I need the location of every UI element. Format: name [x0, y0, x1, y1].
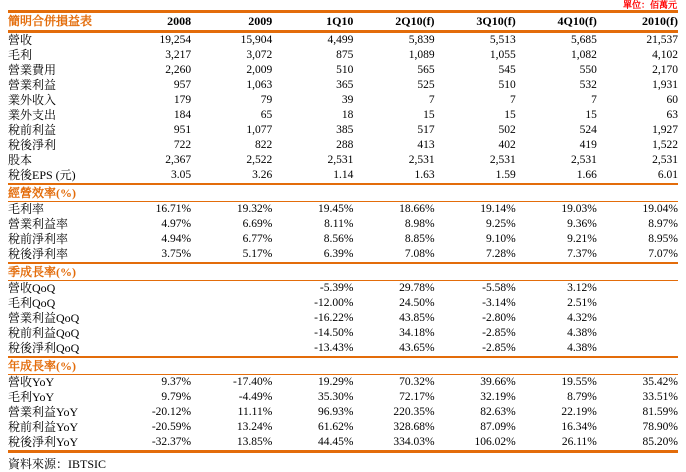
row-label: 毛利QoQ [8, 296, 56, 310]
cell-value: 2,531 [652, 154, 678, 166]
row-label: 營業利益 [8, 78, 57, 92]
table-row [8, 326, 678, 341]
cell-value: 822 [255, 139, 273, 151]
cell-value: 2,531 [408, 154, 435, 166]
cell-value: -5.39% [319, 282, 354, 294]
table-row [8, 405, 678, 420]
cell-value: 517 [417, 124, 435, 136]
row-label: 稅後淨利 [8, 138, 57, 152]
cell-value [191, 296, 272, 311]
section-header-row [8, 263, 678, 281]
cell-value: 334.03% [353, 435, 434, 452]
cell-value: 3.75% [161, 248, 192, 260]
section-header: 年成長率(%) [8, 357, 678, 375]
cell-value: 19.45% [317, 203, 354, 215]
table-row [8, 296, 678, 311]
row-label: 營收QoQ [8, 281, 56, 295]
cell-value: 4.38% [567, 342, 597, 354]
row-label: 稅前利益 [8, 123, 57, 137]
column-header: 2008 [110, 12, 191, 32]
row-label: 業外收入 [8, 93, 57, 107]
cell-value: 1,522 [652, 139, 678, 151]
cell-value [597, 311, 678, 326]
row-label: 營業利益率 [8, 217, 69, 231]
cell-value: 43.65% [399, 342, 435, 354]
cell-value: 35.42% [642, 376, 678, 388]
table-row [8, 217, 678, 232]
table-row [8, 420, 678, 435]
cell-value: -2.85% [482, 327, 516, 339]
cell-value: 419 [579, 139, 597, 151]
cell-value: 3.12% [567, 282, 597, 294]
cell-value: 413 [417, 139, 435, 151]
cell-value: 39 [341, 94, 354, 106]
cell-value: 16.71% [155, 203, 192, 215]
cell-value: 7.37% [567, 248, 597, 260]
cell-value: 44.45% [272, 435, 353, 452]
cell-value: 5,513 [489, 34, 516, 46]
cell-value: -4.49% [238, 391, 273, 403]
cell-value: 328.68% [393, 421, 435, 433]
row-label: 營業利益QoQ [8, 311, 80, 325]
cell-value: 2,367 [165, 154, 192, 166]
cell-value: -3.14% [482, 297, 516, 309]
cell-value: 6.39% [323, 248, 354, 260]
cell-value: 2,531 [489, 154, 516, 166]
cell-value: 65 [260, 109, 273, 121]
cell-value: 1,077 [246, 124, 273, 136]
row-label: 稅後淨利QoQ [8, 341, 80, 355]
cell-value: 63 [666, 109, 678, 121]
cell-value: 7.28% [485, 248, 516, 260]
cell-value: -2.85% [482, 342, 516, 354]
cell-value: 184 [173, 109, 192, 121]
cell-value: 1,063 [246, 79, 273, 91]
cell-value: 85.20% [597, 435, 678, 452]
cell-value: 34.18% [399, 327, 435, 339]
cell-value [597, 341, 678, 357]
cell-value: 2,170 [652, 64, 678, 76]
cell-value: 32.19% [480, 391, 516, 403]
source-label: 資料來源：IBTSIC [8, 457, 107, 471]
row-label: 業外支出 [8, 108, 57, 122]
row-label: 稅後淨利率 [8, 247, 69, 261]
cell-value: 220.35% [393, 406, 435, 418]
row-label: 毛利YoY [8, 390, 55, 404]
cell-value: 26.11% [516, 435, 597, 452]
row-label: 稅前利益QoQ [8, 326, 80, 340]
cell-value: 2.51% [567, 297, 597, 309]
cell-value: 1,055 [489, 49, 516, 61]
cell-value: 8.56% [323, 233, 354, 245]
cell-value: 19.04% [642, 203, 678, 215]
cell-value: 1,927 [652, 124, 678, 136]
cell-value: 4.94% [161, 233, 192, 245]
cell-value: 2,531 [327, 154, 354, 166]
cell-value: 951 [173, 124, 192, 136]
cell-value: 525 [417, 79, 435, 91]
table-row [8, 311, 678, 326]
table-row [8, 281, 678, 297]
cell-value [597, 326, 678, 341]
cell-value [110, 311, 191, 326]
section-header: 季成長率(%) [8, 263, 678, 281]
cell-value: 15 [423, 109, 435, 121]
cell-value: 78.90% [642, 421, 678, 433]
cell-value: 7 [509, 94, 516, 106]
cell-value: 9.79% [161, 391, 192, 403]
cell-value: -14.50% [314, 327, 354, 339]
cell-value [110, 341, 191, 357]
cell-value: 81.59% [642, 406, 678, 418]
cell-value: 3,217 [165, 49, 192, 61]
cell-value: 11.11% [237, 406, 273, 418]
cell-value: 9.25% [485, 218, 516, 230]
cell-value: 875 [336, 49, 354, 61]
cell-value: 19.55% [561, 376, 597, 388]
cell-value: 8.95% [648, 233, 678, 245]
cell-value: 8.85% [404, 233, 435, 245]
column-header: 3Q10(f) [435, 12, 516, 32]
cell-value: -13.43% [314, 342, 354, 354]
cell-value: -17.40% [232, 376, 273, 388]
cell-value [191, 326, 272, 341]
cell-value: 15,904 [240, 34, 273, 46]
cell-value: 2,009 [246, 64, 273, 76]
cell-value: 8.11% [324, 218, 354, 230]
cell-value: 5,839 [408, 34, 435, 46]
cell-value: 33.51% [642, 391, 678, 403]
cell-value: 70.32% [399, 376, 435, 388]
cell-value: 39.66% [480, 376, 516, 388]
table-body [8, 32, 678, 452]
cell-value [110, 326, 191, 341]
cell-value [191, 311, 272, 326]
cell-value: 6.69% [242, 218, 273, 230]
cell-value: 1.14 [333, 169, 354, 181]
cell-value: 8.97% [648, 218, 678, 230]
cell-value: 1,082 [570, 49, 597, 61]
cell-value: 550 [579, 64, 597, 76]
column-header: 1Q10 [272, 12, 353, 32]
cell-value: 87.09% [480, 421, 516, 433]
cell-value: 7.08% [404, 248, 435, 260]
table-row [8, 341, 678, 357]
cell-value: 524 [579, 124, 597, 136]
cell-value: 9.36% [567, 218, 597, 230]
cell-value: 9.37% [161, 376, 192, 388]
cell-value: 18.66% [399, 203, 435, 215]
row-label: 稅後淨利YoY [8, 435, 110, 452]
cell-value: 179 [173, 94, 192, 106]
cell-value: 532 [579, 79, 597, 91]
cell-value: 7 [591, 94, 597, 106]
column-header: 2009 [191, 12, 272, 32]
cell-value: 565 [417, 64, 435, 76]
cell-value: 1,089 [408, 49, 435, 61]
cell-value: 5,685 [570, 34, 597, 46]
table-row [8, 32, 678, 49]
cell-value: 4.38% [567, 327, 597, 339]
section-header-row [8, 357, 678, 375]
cell-value: 19.14% [480, 203, 516, 215]
cell-value: 510 [336, 64, 354, 76]
cell-value: -5.58% [482, 282, 516, 294]
cell-value: -12.00% [314, 297, 354, 309]
cell-value [110, 281, 191, 297]
cell-value: 19.32% [236, 203, 273, 215]
cell-value: 79 [260, 94, 273, 106]
row-label: 稅後EPS (元) [8, 168, 76, 182]
cell-value [191, 281, 272, 297]
cell-value: 19,254 [159, 34, 192, 46]
cell-value: 2,531 [570, 154, 597, 166]
cell-value: 502 [498, 124, 516, 136]
cell-value: 29.78% [399, 282, 435, 294]
cell-value: 957 [173, 79, 192, 91]
cell-value: 1.66 [576, 169, 597, 181]
cell-value: 288 [336, 139, 354, 151]
row-label: 毛利率 [8, 202, 45, 216]
cell-value: -20.12% [151, 406, 192, 418]
column-header: 2010(f) [597, 12, 678, 32]
table-row [8, 153, 678, 168]
cell-value: 9.10% [485, 233, 516, 245]
column-header: 4Q10(f) [516, 12, 597, 32]
cell-value: 3,072 [246, 49, 273, 61]
cell-value: -32.37% [110, 435, 191, 452]
cell-value: 60 [666, 94, 678, 106]
table-row [8, 375, 678, 391]
row-label: 股本 [8, 153, 33, 167]
cell-value: 82.63% [480, 406, 516, 418]
row-label: 稅前淨利率 [8, 232, 69, 246]
unit-label: 單位：佰萬元 [622, 0, 677, 10]
cell-value [597, 281, 678, 297]
cell-value [110, 296, 191, 311]
table-row [8, 232, 678, 247]
financial-table [8, 10, 678, 453]
header-row [8, 12, 678, 32]
cell-value: 6.77% [242, 233, 273, 245]
cell-value: 19.03% [561, 203, 597, 215]
cell-value: 3.26 [252, 169, 273, 181]
cell-value: 19.29% [317, 376, 354, 388]
table-row [8, 108, 678, 123]
table-title: 簡明合併損益表 [8, 12, 110, 32]
table-row [8, 247, 678, 263]
cell-value: 402 [498, 139, 516, 151]
cell-value: 1,931 [652, 79, 678, 91]
section-header-row [8, 184, 678, 202]
cell-value: 545 [498, 64, 516, 76]
cell-value: 6.01 [657, 169, 678, 181]
cell-value: 365 [336, 79, 354, 91]
table-row [8, 390, 678, 405]
table-row [8, 435, 678, 452]
cell-value: 4.32% [567, 312, 597, 324]
cell-value: 72.17% [399, 391, 435, 403]
cell-value: -16.22% [314, 312, 354, 324]
table-row [8, 123, 678, 138]
cell-value: 7 [428, 94, 435, 106]
row-label: 毛利 [8, 48, 33, 62]
cell-value: -20.59% [151, 421, 192, 433]
cell-value: 385 [336, 124, 354, 136]
cell-value: 2,522 [246, 154, 273, 166]
row-label: 營業費用 [8, 63, 57, 77]
cell-value: 2,260 [165, 64, 192, 76]
table-row [8, 48, 678, 63]
table-row [8, 63, 678, 78]
cell-value: 9.21% [567, 233, 597, 245]
cell-value: 722 [173, 139, 192, 151]
cell-value: 21,537 [646, 34, 678, 46]
row-label: 營收YoY [8, 375, 55, 389]
cell-value: 8.79% [567, 391, 597, 403]
cell-value: 13.85% [191, 435, 272, 452]
cell-value: 5.17% [242, 248, 273, 260]
cell-value: 24.50% [399, 297, 435, 309]
cell-value: 4,499 [327, 34, 354, 46]
table-row [8, 138, 678, 153]
row-label: 稅前利益YoY [8, 420, 79, 434]
cell-value: 1.59 [495, 169, 516, 181]
cell-value: 16.34% [561, 421, 597, 433]
row-label: 營業利益YoY [8, 405, 79, 419]
section-header: 經營效率(%) [8, 184, 678, 202]
cell-value: 4,102 [652, 49, 678, 61]
cell-value: 1.63 [414, 169, 435, 181]
cell-value: 96.93% [317, 406, 354, 418]
cell-value: 106.02% [435, 435, 516, 452]
table-row [8, 168, 678, 184]
table-row [8, 202, 678, 218]
cell-value: 22.19% [561, 406, 597, 418]
table-row [8, 93, 678, 108]
row-label: 營收 [8, 33, 33, 47]
cell-value: 43.85% [399, 312, 435, 324]
cell-value: 15 [504, 109, 516, 121]
cell-value [191, 341, 272, 357]
cell-value: 4.97% [161, 218, 192, 230]
cell-value: 61.62% [317, 421, 354, 433]
cell-value: 15 [585, 109, 597, 121]
cell-value: 13.24% [236, 421, 273, 433]
cell-value: 18 [341, 109, 354, 121]
cell-value: 510 [498, 79, 516, 91]
cell-value: 8.98% [404, 218, 435, 230]
column-header: 2Q10(f) [353, 12, 434, 32]
cell-value: 7.07% [648, 248, 678, 260]
cell-value: 3.05 [171, 169, 192, 181]
cell-value [597, 296, 678, 311]
table-row [8, 78, 678, 93]
cell-value: -2.80% [482, 312, 516, 324]
cell-value: 35.30% [317, 391, 354, 403]
